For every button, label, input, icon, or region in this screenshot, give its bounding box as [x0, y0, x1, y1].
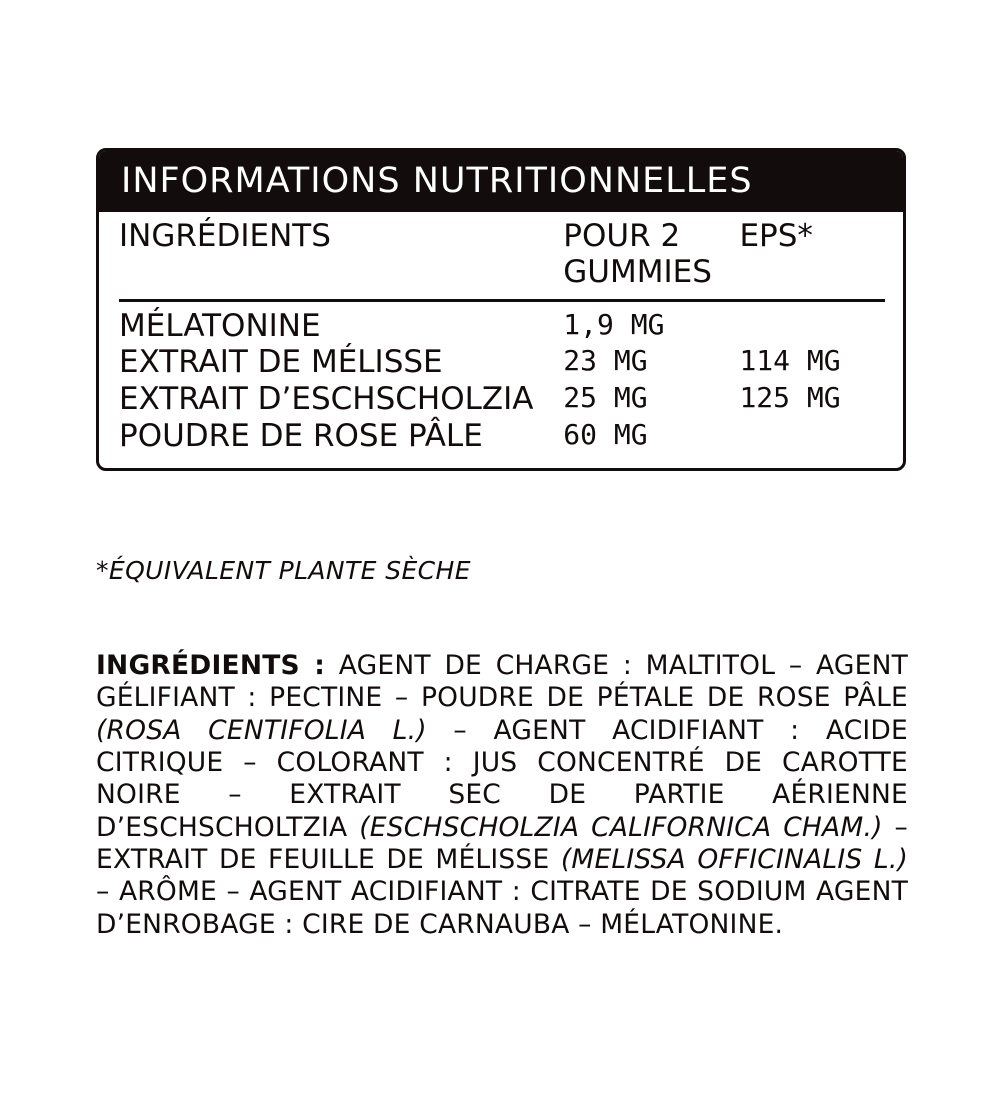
header-ingredients: INGRÉDIENTS — [119, 217, 331, 254]
panel-title: INFORMATIONS NUTRITIONNELLES — [99, 151, 903, 212]
row-eps: 125 MG — [739, 381, 841, 415]
table-row — [119, 381, 885, 418]
ingredients-text-2: – AGENT ACIDIFIANT : ACIDE CITRIQUE – COLORANT : JUS CONCENTRÉ DE CAROTTE NOIRE – EXTRAIT SEC DE PARTIE AÉRIENNE D’ESCHSCHOLTZIA — [96, 714, 908, 843]
table-row — [119, 418, 885, 455]
row-eps: 114 MG — [739, 344, 841, 378]
eps-footnote: *ÉQUIVALENT PLANTE SÈCHE — [96, 556, 471, 585]
ingredients-text-4: – ARÔME – AGENT ACIDIFIANT : CITRATE DE SODIUM AGENT D’ENROBAGE : CIRE DE CARNAUBA – MÉLATONINE. — [96, 876, 908, 940]
ingredients-latin-1: (ROSA CENTIFOLIA L.) — [96, 714, 427, 746]
header-eps: EPS* — [739, 217, 813, 254]
header-amount: POUR 2 GUMMIES — [563, 217, 712, 291]
table-row — [119, 308, 885, 345]
ingredients-text-1: AGENT DE CHARGE : MALTITOL – AGENT GÉLIFIANT : PECTINE – POUDRE DE PÉTALE DE ROSE PÂLE — [96, 650, 908, 714]
row-amount: 60 MG — [563, 417, 648, 451]
table-row — [119, 344, 885, 381]
row-name: MÉLATONINE — [119, 307, 321, 344]
nutrition-table — [119, 218, 885, 454]
ingredients-text-3: – EXTRAIT DE FEUILLE DE MÉLISSE — [96, 811, 908, 875]
row-amount: 23 MG — [563, 344, 648, 378]
row-name: EXTRAIT D’ESCHSCHOLZIA — [119, 381, 534, 418]
row-eps — [739, 418, 885, 455]
nutrition-table-wrapper — [99, 212, 903, 468]
row-name: EXTRAIT DE MÉLISSE — [119, 344, 443, 381]
row-amount: 1,9 MG — [563, 307, 665, 341]
nutrition-facts-panel — [96, 148, 906, 471]
row-amount: 25 MG — [563, 381, 648, 415]
table-header-row — [119, 218, 885, 291]
table-divider-row — [119, 291, 885, 308]
ingredients-latin-2: (ESCHSCHOLZIA CALIFORNICA CHAM.) — [359, 811, 883, 843]
table-divider — [119, 291, 885, 308]
ingredients-label: INGRÉDIENTS : — [96, 650, 326, 681]
row-eps — [739, 308, 885, 345]
row-name: POUDRE DE ROSE PÂLE — [119, 417, 483, 454]
ingredients-paragraph — [96, 650, 908, 941]
ingredients-latin-3: (MELISSA OFFICINALIS L.) — [560, 843, 908, 875]
